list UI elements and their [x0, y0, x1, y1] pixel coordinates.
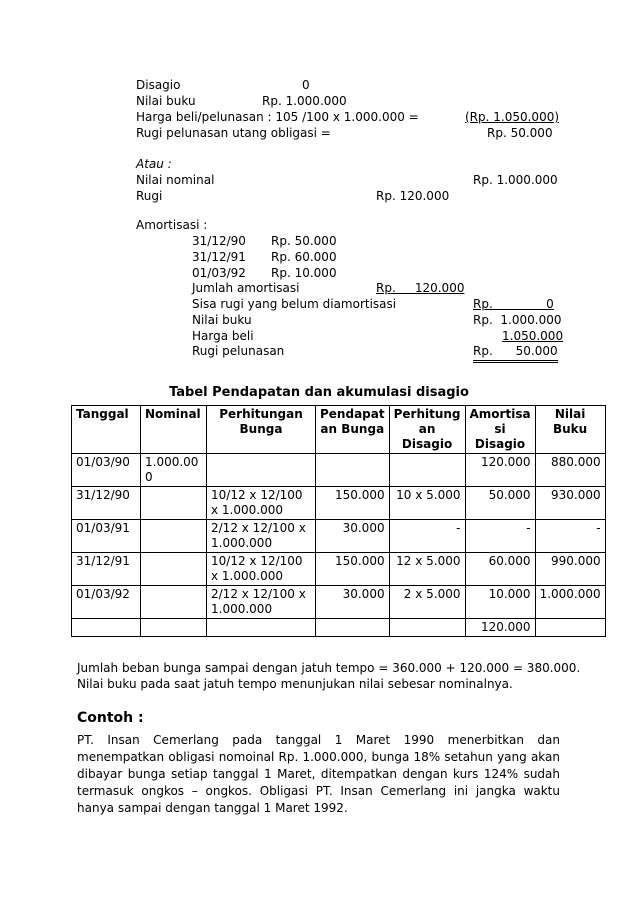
nilai-buku-label: Nilai buku	[136, 94, 196, 108]
cell-amortisasi-disagio: 120.000	[465, 454, 535, 487]
harga-beli-label: Harga beli/pelunasan : 105 /100 x 1.000.000 =	[136, 110, 419, 124]
cell-perhitungan-disagio: 2 x 5.000	[389, 586, 465, 619]
col-header-amortisasi-disagio: Amortisa si Disagio	[465, 406, 535, 454]
col-header-nominal: Nominal	[141, 406, 207, 454]
table-row	[72, 487, 606, 520]
cell-pendapatan-bunga	[316, 619, 390, 637]
amort-value: Rp. 60.000	[271, 250, 337, 264]
table-total-row	[72, 619, 606, 637]
sisa-rugi-label: Sisa rugi yang belum diamortisasi	[192, 297, 397, 311]
nilai-buku2-value: Rp. 1.000.000	[473, 313, 562, 327]
contoh-paragraph: PT. Insan Cemerlang pada tanggal 1 Maret 1990 menerbitkan dan menempatkan obligasi nomoinal Rp. 1.000.000, bunga 18% setahun yang akan dibayar bunga setiap tanggal 1 Maret, ditempatkan dengan kurs 124% sudah termasuk ongkos – ongkos. Obligasi PT. Insan Cemerlang ini jangka waktu hanya sampai dengan tanggal 1 Maret 1992.	[77, 733, 560, 815]
cell-perhitungan-disagio: 10 x 5.000	[389, 487, 465, 520]
col-header-tanggal: Tanggal	[72, 406, 141, 454]
rugi-pelunasan-label: Rugi pelunasan utang obligasi =	[136, 126, 331, 140]
contoh-heading: Contoh :	[77, 710, 144, 726]
table-row	[72, 553, 606, 586]
col-header-nilai-buku: Nilai Buku	[535, 406, 605, 454]
disagio-table	[71, 405, 606, 637]
rugi-pelunasan2-value: Rp. 50.000	[473, 344, 558, 363]
cell-nilai-buku: 990.000	[535, 553, 605, 586]
amort-value: Rp. 50.000	[271, 234, 337, 248]
cell-nilai-buku: 880.000	[535, 454, 605, 487]
table-title: Tabel Pendapatan dan akumulasi disagio	[169, 385, 469, 400]
cell-perhitungan-bunga: 2/12 x 12/100 x 1.000.000	[207, 586, 316, 619]
table-row	[72, 454, 606, 487]
cell-nominal	[141, 520, 207, 553]
cell-amortisasi-disagio: -	[465, 520, 535, 553]
cell-pendapatan-bunga: 30.000	[316, 586, 390, 619]
harga-beli2-value: 1.050.000	[502, 329, 564, 343]
rugi-value: Rp. 120.000	[376, 189, 450, 203]
disagio-value: 0	[302, 78, 310, 92]
cell-perhitungan-disagio: 12 x 5.000	[389, 553, 465, 586]
cell-tanggal	[72, 619, 141, 637]
disagio-label: Disagio	[136, 78, 181, 92]
rugi-pelunasan-value: Rp. 50.000	[487, 126, 553, 140]
nilai-nominal-value: Rp. 1.000.000	[473, 173, 558, 187]
amort-date: 31/12/90	[192, 234, 246, 248]
cell-nominal	[141, 487, 207, 520]
cell-perhitungan-bunga	[207, 619, 316, 637]
cell-nominal	[141, 586, 207, 619]
cell-tanggal: 31/12/91	[72, 553, 141, 586]
cell-tanggal: 01/03/92	[72, 586, 141, 619]
cell-perhitungan-disagio	[389, 454, 465, 487]
cell-pendapatan-bunga: 30.000	[316, 520, 390, 553]
table-row	[72, 520, 606, 553]
harga-beli2-label: Harga beli	[192, 329, 254, 343]
cell-perhitungan-bunga: 10/12 x 12/100 x 1.000.000	[207, 553, 316, 586]
col-header-perhitungan-bunga: Perhitungan Bunga	[207, 406, 316, 454]
jumlah-amortisasi-value: Rp. 120.000	[376, 281, 465, 295]
cell-nominal	[141, 553, 207, 586]
cell-amortisasi-disagio: 50.000	[465, 487, 535, 520]
nilai-buku2-label: Nilai buku	[192, 313, 252, 327]
amort-date: 31/12/91	[192, 250, 246, 264]
cell-nominal	[141, 619, 207, 637]
cell-tanggal: 01/03/91	[72, 520, 141, 553]
cell-tanggal: 31/12/90	[72, 487, 141, 520]
jumlah-amortisasi-label: Jumlah amortisasi	[192, 281, 300, 295]
sisa-rugi-value: Rp. 0	[473, 297, 554, 311]
cell-nilai-buku: 930.000	[535, 487, 605, 520]
cell-pendapatan-bunga: 150.000	[316, 553, 390, 586]
cell-tanggal: 01/03/90	[72, 454, 141, 487]
atau-label: Atau :	[136, 157, 172, 171]
cell-amortisasi-disagio: 10.000	[465, 586, 535, 619]
cell-nilai-buku: 1.000.000	[535, 586, 605, 619]
amort-date: 01/03/92	[192, 266, 246, 280]
amort-value: Rp. 10.000	[271, 266, 337, 280]
cell-nilai-buku: -	[535, 520, 605, 553]
cell-perhitungan-disagio: -	[389, 520, 465, 553]
table-row	[72, 586, 606, 619]
cell-amortisasi-disagio-total: 120.000	[465, 619, 535, 637]
cell-amortisasi-disagio: 60.000	[465, 553, 535, 586]
cell-perhitungan-disagio	[389, 619, 465, 637]
table-header-row	[72, 406, 606, 454]
rugi-pelunasan2-label: Rugi pelunasan	[192, 344, 285, 358]
col-header-perhitungan-disagio: Perhitung an Disagio	[389, 406, 465, 454]
col-header-pendapatan-bunga: Pendapat an Bunga	[316, 406, 390, 454]
summary-line-2: Nilai buku pada saat jatuh tempo menunjukan nilai sebesar nominalnya.	[77, 677, 513, 691]
cell-perhitungan-bunga: 2/12 x 12/100 x 1.000.000	[207, 520, 316, 553]
cell-nominal: 1.000.00 0	[141, 454, 207, 487]
cell-pendapatan-bunga: 150.000	[316, 487, 390, 520]
cell-perhitungan-bunga	[207, 454, 316, 487]
cell-perhitungan-bunga: 10/12 x 12/100 x 1.000.000	[207, 487, 316, 520]
cell-nilai-buku	[535, 619, 605, 637]
summary-line-1: Jumlah beban bunga sampai dengan jatuh tempo = 360.000 + 120.000 = 380.000.	[77, 661, 581, 675]
nilai-buku-value: Rp. 1.000.000	[262, 94, 347, 108]
rugi-label: Rugi	[136, 189, 163, 203]
cell-pendapatan-bunga	[316, 454, 390, 487]
harga-beli-value: (Rp. 1.050.000)	[465, 110, 560, 124]
amortisasi-label: Amortisasi :	[136, 218, 208, 232]
nilai-nominal-label: Nilai nominal	[136, 173, 215, 187]
